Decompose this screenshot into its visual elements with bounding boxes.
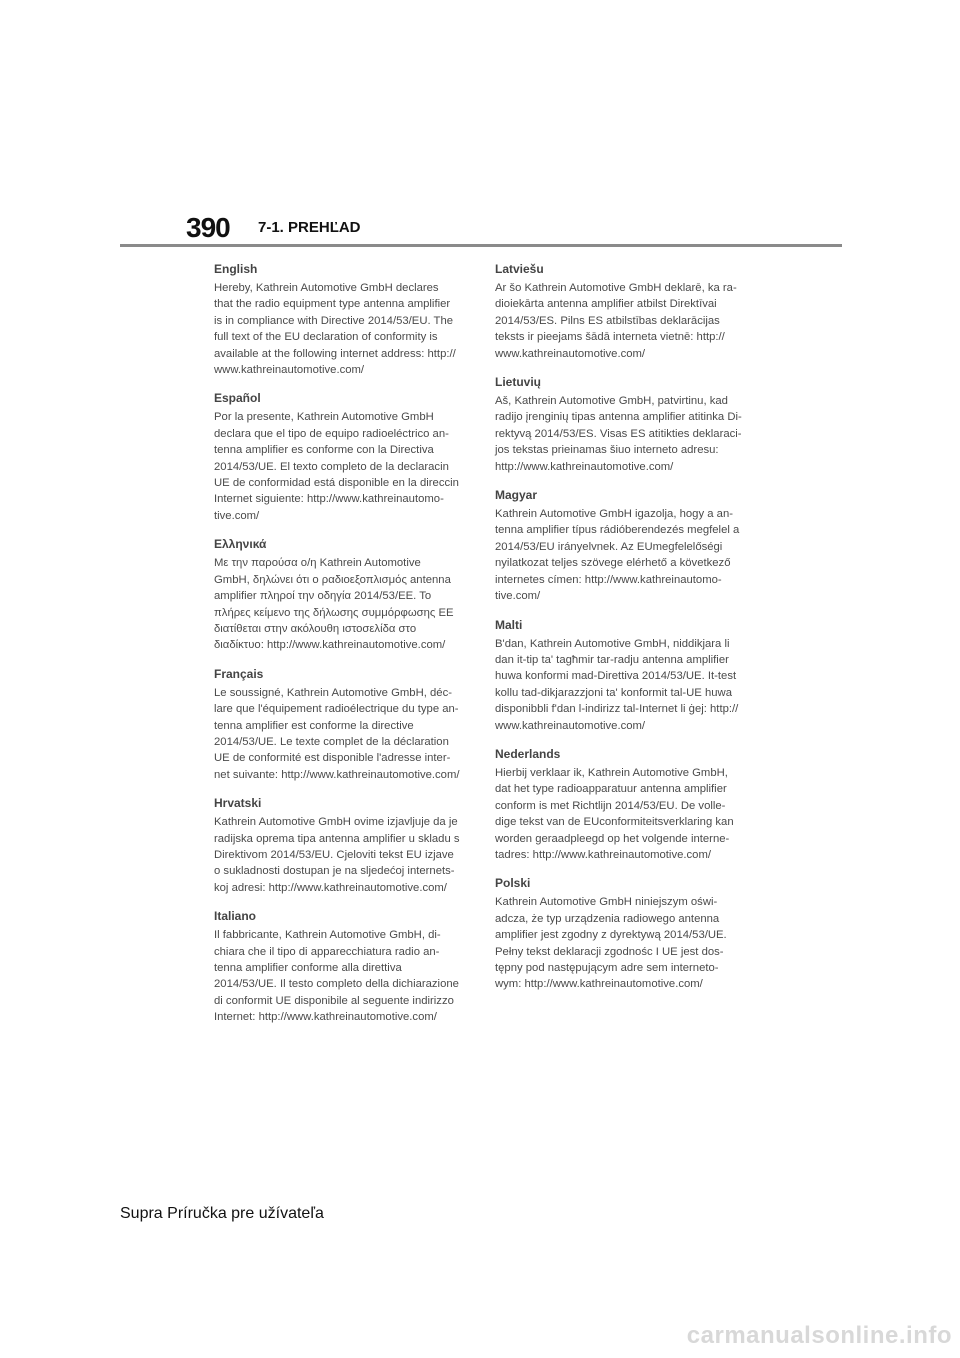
language-heading: Malti: [495, 617, 523, 632]
declaration-francais: [214, 667, 468, 783]
manual-title-footer: Supra Príručka pre užívateľa: [120, 1205, 324, 1222]
declaration-greek: [214, 537, 468, 653]
declaration-text: Kathrein Automotive GmbH ovime izjavljuje da je radijska oprema tipa antenna amplifier u skladu s Direktivom 2014/53/EU. Cjeloviti tekst EU izjave o sukladnosti dostupan je na sljedećoj internets- koj adresi: http://www.kathreinautomotive.com/: [214, 816, 460, 894]
site-watermark: carmanualsonline.info: [686, 1322, 952, 1349]
language-heading: Français: [214, 666, 264, 681]
language-heading: Lietuvių: [495, 375, 542, 390]
language-heading: Polski: [495, 876, 531, 891]
language-heading: Hrvatski: [214, 796, 262, 811]
language-heading: English: [214, 262, 258, 276]
section-title: 7-1. PREHĽAD: [258, 219, 361, 236]
language-heading: Nederlands: [495, 746, 561, 761]
declaration-malti: [495, 618, 749, 734]
declaration-text: B'dan, Kathrein Automotive GmbH, niddikjara li dan it-tip ta' tagħmir tar-radju antenna amplifier huwa konformi mad-Direttiva 2014/53/UE. It-test kollu tad-dikjarazzjoni ta' konformit tal-UE huwa disponibbli f'dan l-indirizz tal-Internet li ġej: http:// www.kathreinautomotive.com/: [495, 637, 739, 732]
declaration-text: Kathrein Automotive GmbH niniejszym oświ- adcza, że typ urządzenia radiowego antenna amplifier jest zgodny z dyrektywą 2014/53/UE. Pełny tekst deklaracji zgodnośc I UE jest dos- tępny pod następującym adre sem interneto- wym: http://www.kathreinautomotive.com/: [495, 896, 727, 991]
right-column: [495, 262, 749, 1006]
declaration-text: Le soussigné, Kathrein Automotive GmbH, déc- lare que l'équipement radioélectrique du type an- tenna amplifier est conforme la directive 2014/53/UE. Le texte complet de la déclaration UE de conformité est disponible l'adresse inter- net suivante: http://www.kathreinautomotive.com/: [214, 686, 460, 781]
language-heading: Italiano: [214, 909, 257, 924]
declaration-nederlands: [495, 747, 749, 863]
declaration-polski: [495, 876, 749, 992]
declaration-english: [214, 262, 468, 378]
declaration-text: Hereby, Kathrein Automotive GmbH declares that the radio equipment type antenna amplifier is in compliance with Directive 2014/53/EU. The full text of the EU declaration of conformity is available at the following internet address: http:// www.kathreinautomotive.com/: [214, 282, 456, 377]
language-heading: Magyar: [495, 488, 538, 503]
page-number: 390: [186, 212, 230, 243]
declaration-text: Il fabbricante, Kathrein Automotive GmbH, di- chiara che il tipo di apparecchiatura radio an- tenna amplifier conforme alla direttiva 2014/53/UE. Il testo completo della dichiarazione di conformit UE disponibile al seguente indirizzo Internet: http://www.kathreinautomotive.com/: [214, 929, 459, 1024]
declaration-text: Ar šo Kathrein Automotive GmbH deklarē, ka ra- dioiekārta antenna amplifier atbilst Direktīvai 2014/53/ES. Pilns ES atbilstības deklarācijas teksts ir pieejams šādā interneta vietnē: http:// www.kathreinautomotive.com/: [495, 282, 737, 360]
language-heading: Latviešu: [495, 262, 544, 276]
declaration-lietuviu: [495, 375, 749, 475]
declaration-latviesu: [495, 262, 749, 362]
language-heading: Ελληνικά: [214, 537, 267, 552]
declaration-italiano: [214, 909, 468, 1025]
declaration-text: Kathrein Automotive GmbH igazolja, hogy a an- tenna amplifier típus rádióberendezés megfelel a 2014/53/EU irányelvnek. Az EUmegfelelőségi nyilatkozat teljes szövege elérhető a következő internetes címen: http://www.kathreinautomo- tive.com/: [495, 508, 740, 603]
declaration-text: Hierbij verklaar ik, Kathrein Automotive GmbH, dat het type radioapparatuur antenna amplifier conform is met Richtlijn 2014/53/EU. De volle- dige tekst van de EUconformiteitsverklaring kan worden geraadpleegd op het volgende interne- tadres: http://www.kathreinautomotive.com/: [495, 766, 734, 861]
declaration-text: Με την παρούσα ο/η Kathrein Automotive GmbH, δηλώνει ότι ο ραδιοεξοπλισμός antenna amplifier πληροί την οδηγία 2014/53/ΕΕ. Το πλήρες κείμενο της δήλωσης συμμόρφωσης ΕΕ διατίθεται στην ακόλουθη ιστοσελίδα στο διαδίκτυο: http://www.kathreinautomotive.com/: [214, 557, 454, 652]
declaration-hrvatski: [214, 796, 468, 896]
declaration-text: Por la presente, Kathrein Automotive GmbH declara que el tipo de equipo radioeléctrico an- tenna amplifier es conforme con la Directiva 2014/53/UE. El texto completo de la declaracin UE de conformidad está disponible en la direccin Internet siguiente: http://www.kathreinautomo- tive.com/: [214, 411, 459, 522]
header-divider: [120, 244, 842, 247]
language-heading: Español: [214, 391, 261, 406]
left-column: [214, 262, 468, 1039]
declaration-text: Aš, Kathrein Automotive GmbH, patvirtinu, kad radijo įrenginių tipas antenna amplifier atitinka Di- rektyvą 2014/53/ES. Visas ES atitikties deklaraci- jos tekstas prieinamas šiuo interneto adresu: http://www.kathreinautomotive.com/: [495, 395, 742, 473]
declaration-magyar: [495, 488, 749, 604]
declaration-espanol: [214, 391, 468, 524]
